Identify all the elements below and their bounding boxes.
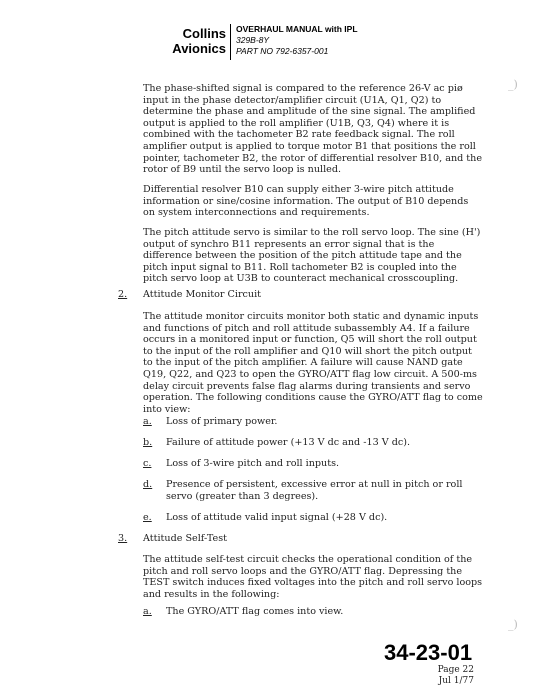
- list-item-letter: a.: [143, 606, 152, 617]
- section-2-title: Attitude Monitor Circuit: [143, 289, 262, 300]
- collins-avionics-logo: [168, 26, 226, 56]
- page-date: Jul 1/77: [438, 676, 474, 686]
- margin-mark: _): [508, 78, 518, 91]
- brand-line1: Collins: [182, 26, 226, 41]
- list-item-text: Loss of 3-wire pitch and roll inputs.: [166, 458, 340, 469]
- list-item-letter: c.: [143, 458, 152, 469]
- list-item-text: Loss of attitude valid input signal (+28 V dc).: [166, 512, 388, 523]
- page-number: Page 22: [437, 665, 474, 675]
- section-3-paragraph: The attitude self-test circuit checks the operational condition of the pitch and roll servo loops and the GYRO/ATT flag. Depressing the TEST switch induces fixed voltages into the pitch and roll servo loops and results in the following:: [143, 554, 483, 600]
- paragraph-3: The pitch attitude servo is similar to the roll servo loop. The sine (H') output of synchro B11 represents an error signal that is the difference between the position of the pitch attitude tape and the pitch input signal to B11. Roll tachometer B2 is coupled into the pitch servo loop at U3B to counteract mechanical crosscoupling.: [143, 227, 481, 285]
- section-2-number: 2.: [118, 289, 128, 300]
- page-id: 34-23-01: [384, 640, 473, 665]
- part-number: PART NO 792-6357-001: [236, 46, 329, 56]
- paragraph-2: Differential resolver B10 can supply either 3-wire pitch attitude information or sine/cosine information. The output of B10 depends on system interconnections and requirements.: [143, 184, 469, 219]
- list-item-letter: d.: [143, 479, 153, 490]
- header-divider: [230, 24, 231, 60]
- list-item-text: Presence of persistent, excessive error at null in pitch or roll servo (greater than 3 degrees).: [166, 479, 463, 502]
- list-item-text: Loss of primary power.: [166, 416, 278, 427]
- list-item-text: The GYRO/ATT flag comes into view.: [166, 606, 344, 617]
- list-item-text: Failure of attitude power (+13 V dc and -13 V dc).: [166, 437, 411, 448]
- header-info: [236, 24, 358, 57]
- list-item-letter: e.: [143, 512, 152, 523]
- model-number: 329B-8Y: [236, 35, 270, 45]
- list-item-letter: b.: [143, 437, 153, 448]
- manual-title: OVERHAUL MANUAL with IPL: [236, 24, 358, 34]
- section-3-number: 3.: [118, 533, 128, 544]
- brand-line2: Avionics: [172, 41, 226, 56]
- list-item-letter: a.: [143, 416, 152, 427]
- section-2-paragraph: The attitude monitor circuits monitor both static and dynamic inputs and functions of pitch and roll attitude subassembly A4. If a failure occurs in a monitored input or function, Q5 will short the roll output to the input of the roll amplifier and Q10 will short the pitch output to the input of the pitch amplifier. A failure will cause NAND gate Q19, Q22, and Q23 to open the GYRO/ATT flag low circuit. A 500-ms delay circuit prevents false flag alarms during transients and servo operation. The following conditions cause the GYRO/ATT flag to come into view:: [143, 311, 483, 415]
- margin-mark: _): [508, 618, 518, 631]
- section-3-title: Attitude Self-Test: [143, 533, 227, 544]
- paragraph-1: The phase-shifted signal is compared to the reference 26-V ac piø input in the phase detector/amplifier circuit (U1A, Q1, Q2) to determine the phase and amplitude of the sine signal. The amplified output is applied to the roll amplifier (U1B, Q3, Q4) where it is combined with the tachometer B2 rate feedback signal. The roll amplifier output is applied to torque motor B1 that positions the roll pointer, tachometer B2, the rotor of differential resolver B10, and the rotor of B9 until the servo loop is nulled.: [143, 83, 483, 176]
